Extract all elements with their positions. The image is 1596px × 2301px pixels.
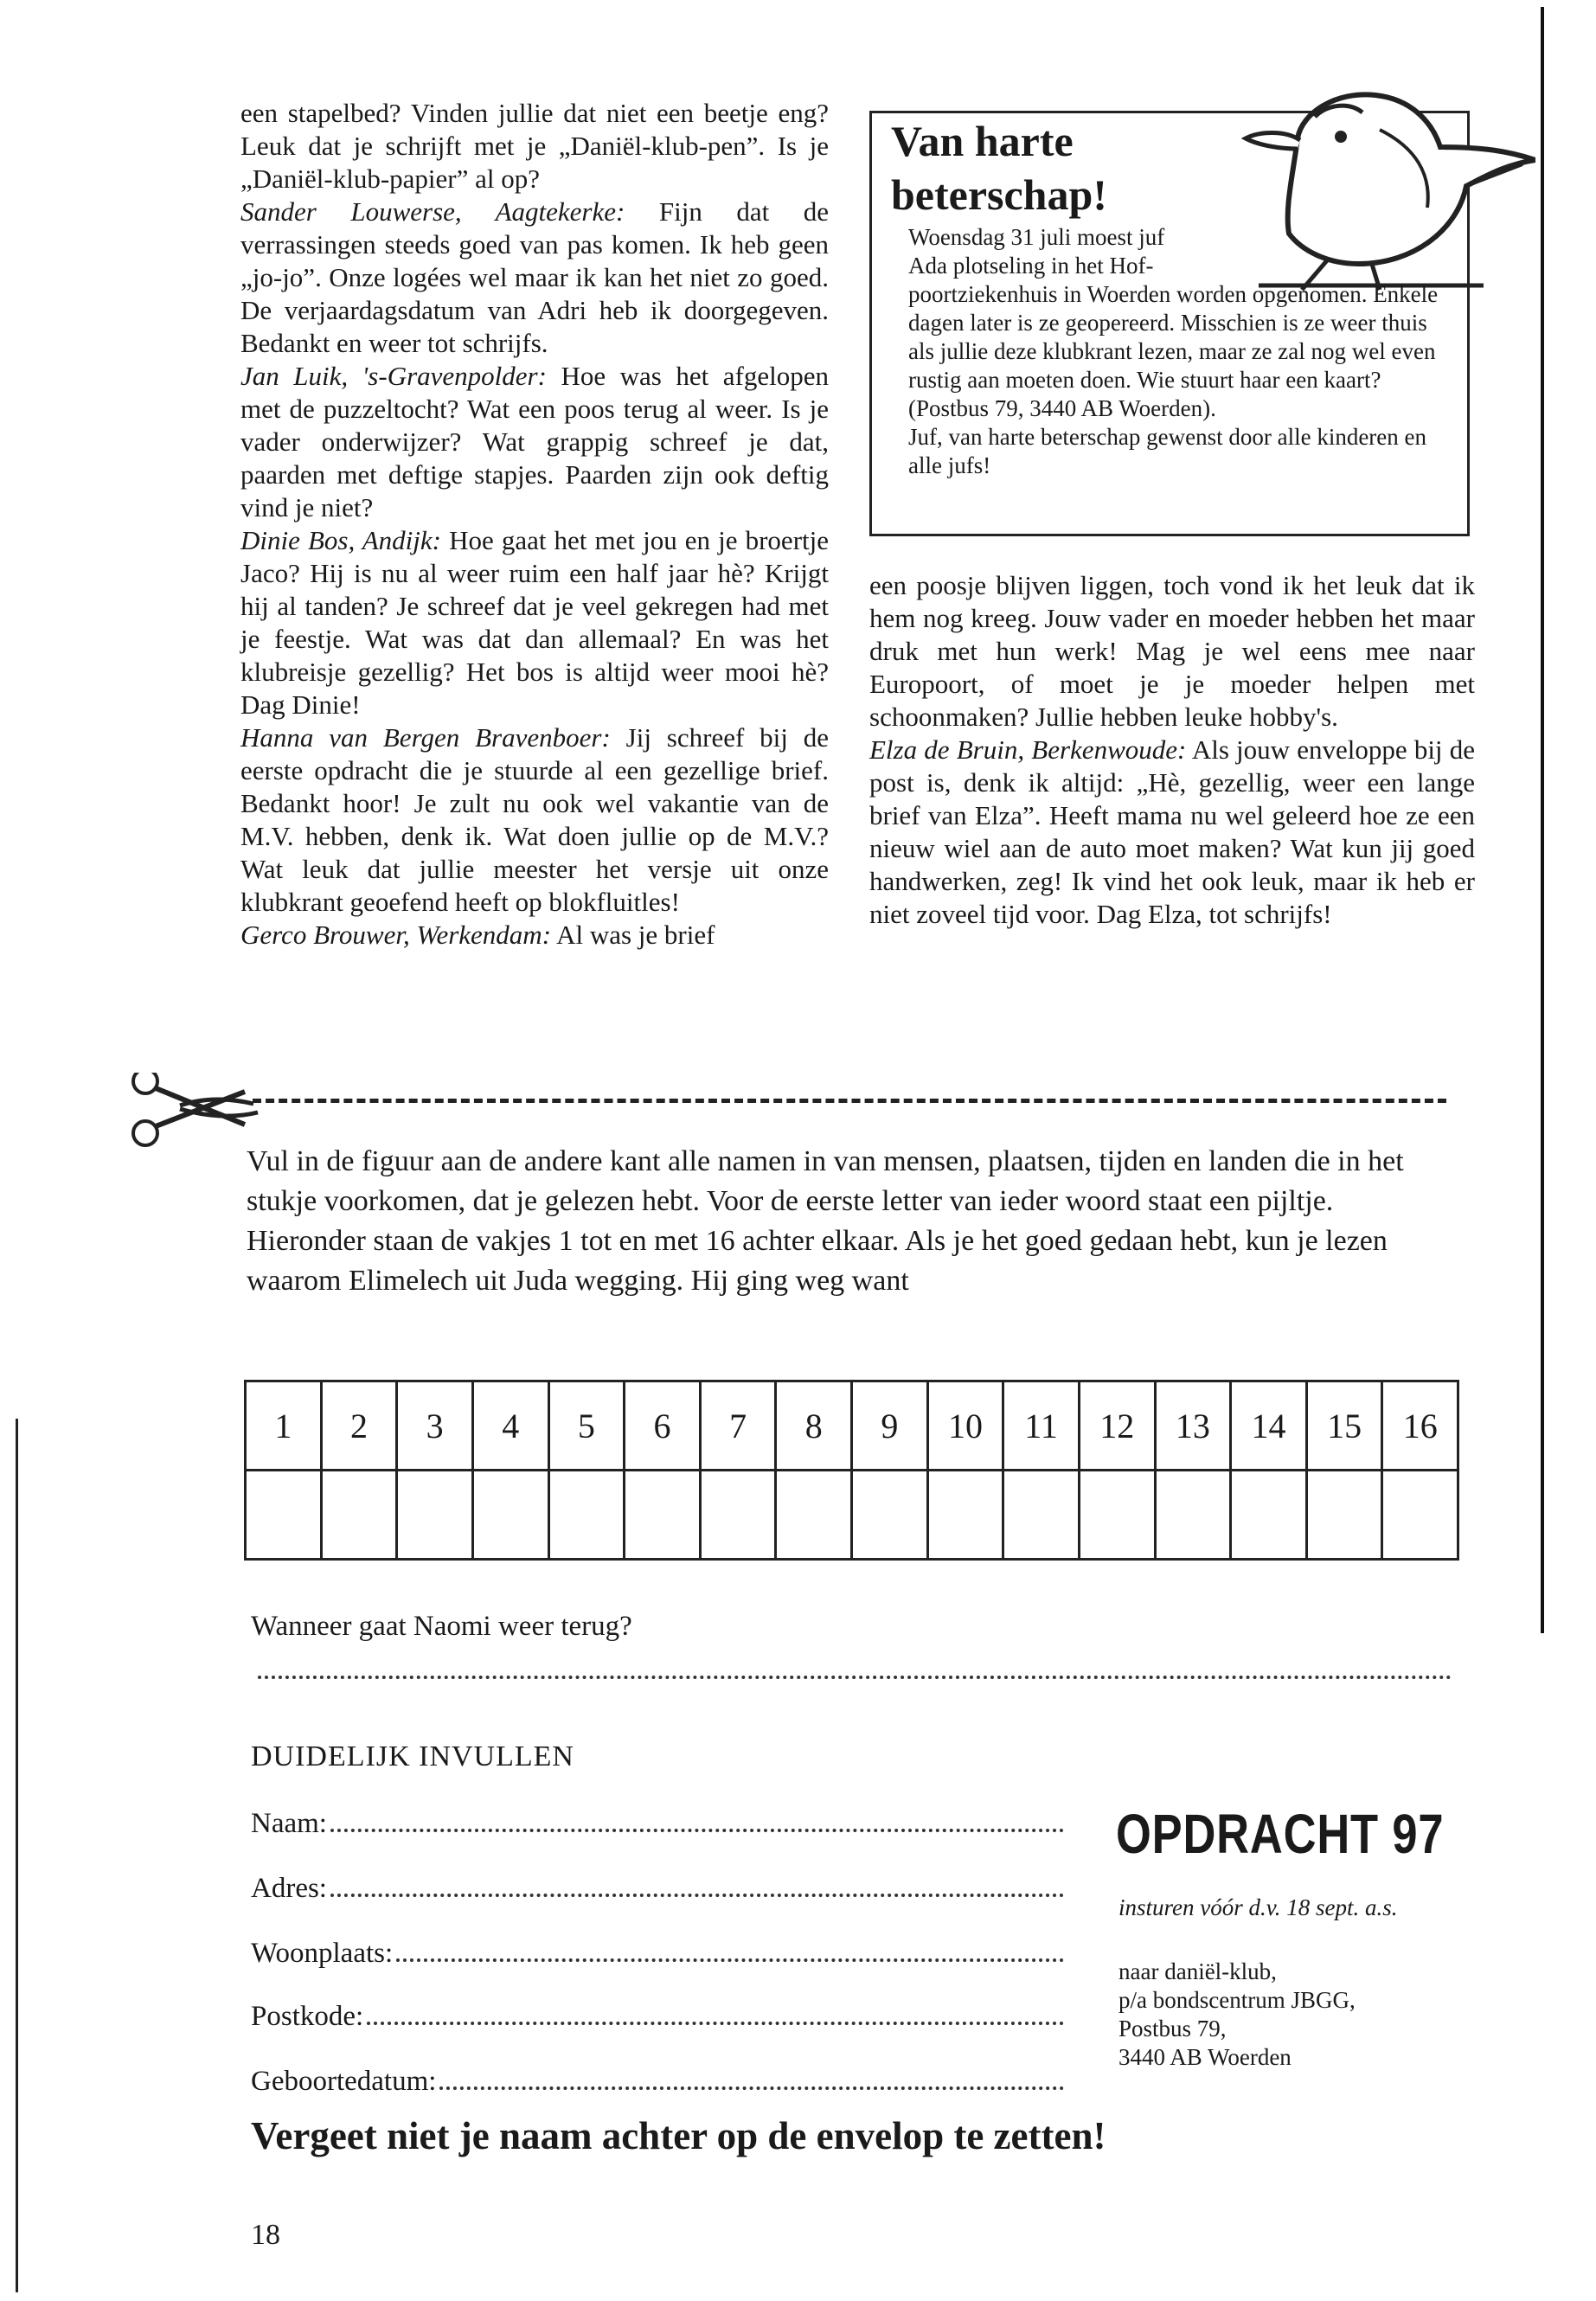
- address-field[interactable]: [251, 1873, 1064, 1905]
- letter-paragraph: Elza de Bruin, Berkenwoude: Als jouw enveloppe bij de post is, denk ik altijd: „Hè, gezellig, weer een lange brief van Elza”. Heeft mama nu wel geleerd hoe ze een nieuw wiel aan de auto moet maken? Wat kun jij goed handwerken, zeg! Ik vind het ook leuk, maar ik heb er niet zoveel tijd voor. Dag Elza, tot schrijfs!: [869, 734, 1475, 929]
- name-field[interactable]: [251, 1808, 1064, 1840]
- letters-left-column: [240, 97, 829, 952]
- letter-writer-name: Jan Luik, 's-Gravenpolder:: [240, 361, 547, 391]
- answer-cell[interactable]: [1231, 1471, 1307, 1560]
- notice-text: poortziekenhuis in Woerden worden opgenomen. Enkele dagen later is ze geopereerd. Misschien is ze weer thuis als jullie deze klubkrant lezen, maar ze zal nog wel even rustig aan moeten doen. Wie stuurt haar een kaart? (Postbus 79, 3440 AB Woerden).: [908, 281, 1439, 421]
- letter-writer-name: Dinie Bos, Andijk:: [240, 525, 441, 555]
- field-label: Woonplaats:: [251, 1938, 394, 1969]
- letter-paragraph: een poosje blijven liggen, toch vond ik het leuk dat ik hem nog kreeg. Jouw vader en moeder hebben het maar druk met hun werk! Mag je wel eens mee naar Europoort, of moet je je moeder helpen met schoonmaken? Jullie hebben leuke hobby's.: [869, 570, 1475, 732]
- puzzle-instructions: [247, 1142, 1471, 1301]
- birthdate-field[interactable]: [251, 2066, 1064, 2098]
- answer-cell[interactable]: [852, 1471, 928, 1560]
- letter-paragraph: Hanna van Bergen Bravenboer: Jij schreef bij de eerste opdracht die je stuurde al een gezellige brief. Bedankt hoor! Je zult nu ook wel vakantie van de M.V. hebben, denk ik. Wat doen jullie op de M.V.? Wat leuk dat jullie meester het versje uit onze klubkrant geoefend heeft op blokfluitles!: [240, 722, 830, 917]
- field-label: Geboortedatum:: [251, 2066, 437, 2097]
- letter-writer-name: Gerco Brouwer, Werkendam:: [240, 920, 552, 950]
- page-edge-right: [1541, 7, 1544, 1633]
- answer-cell[interactable]: [700, 1471, 776, 1560]
- answer-cell[interactable]: [1155, 1471, 1231, 1560]
- answer-cell[interactable]: [1003, 1471, 1080, 1560]
- grid-number: 8: [776, 1381, 852, 1471]
- grid-number: 14: [1231, 1381, 1307, 1471]
- answer-cell[interactable]: [625, 1471, 701, 1560]
- grid-number: 11: [1003, 1381, 1080, 1471]
- notice-closing: Juf, van harte beterschap gewenst door alle kinderen en alle jufs!: [908, 424, 1427, 478]
- grid-number: 6: [625, 1381, 701, 1471]
- field-label: Adres:: [251, 1873, 327, 1904]
- cut-line: [253, 1099, 1446, 1103]
- field-label: Naam:: [251, 1808, 327, 1839]
- field-label: Postkode:: [251, 2001, 364, 2032]
- grid-number: 15: [1306, 1381, 1382, 1471]
- mailing-address: [1118, 1958, 1356, 2072]
- answer-cell[interactable]: [472, 1471, 548, 1560]
- city-field[interactable]: [251, 1938, 1064, 1970]
- form-heading: DUIDELIJK INVULLEN: [251, 1740, 574, 1772]
- grid-number: 13: [1155, 1381, 1231, 1471]
- grid-number: 3: [397, 1381, 473, 1471]
- instruction-paragraph: Hieronder staan de vakjes 1 tot en met 16 achter elkaar. Als je het goed gedaan hebt, kun je lezen waarom Elimelech uit Juda wegging. Hij ging weg want: [247, 1225, 1388, 1297]
- assignment-title: OPDRACHT 97: [1116, 1803, 1445, 1865]
- answer-cell[interactable]: [548, 1471, 625, 1560]
- grid-number: 4: [472, 1381, 548, 1471]
- question-text: Wanneer gaat Naomi weer terug?: [251, 1611, 632, 1642]
- answer-cell[interactable]: [927, 1471, 1003, 1560]
- answer-cell[interactable]: [776, 1471, 852, 1560]
- answer-cell[interactable]: [321, 1471, 397, 1560]
- grid-number: 1: [246, 1381, 322, 1471]
- grid-number-row: [246, 1381, 1458, 1471]
- grid-number: 9: [852, 1381, 928, 1471]
- answer-cell[interactable]: [246, 1471, 322, 1560]
- grid-number: 2: [321, 1381, 397, 1471]
- letter-writer-name: Elza de Bruin, Berkenwoude:: [869, 734, 1187, 765]
- grid-number: 12: [1079, 1381, 1155, 1471]
- assignment-deadline: insturen vóór d.v. 18 sept. a.s.: [1118, 1894, 1398, 1920]
- page-edge-left: [16, 1419, 18, 2292]
- postcode-field[interactable]: [251, 2001, 1064, 2033]
- answer-cell[interactable]: [397, 1471, 473, 1560]
- answer-cell[interactable]: [1306, 1471, 1382, 1560]
- instruction-paragraph: Vul in de figuur aan de andere kant alle namen in van mensen, plaatsen, tijden en landen die in het stukje voorkomen, dat je gelezen hebt. Voor de eerste letter van ieder woord staat een pijltje.: [247, 1145, 1404, 1217]
- grid-number: 16: [1382, 1381, 1458, 1471]
- answer-cell[interactable]: [1382, 1471, 1458, 1560]
- answer-grid: [244, 1380, 1459, 1561]
- answer-cell[interactable]: [1079, 1471, 1155, 1560]
- grid-answer-row: [246, 1471, 1458, 1560]
- letter-writer-name: Sander Louwerse, Aagtekerke:: [240, 196, 625, 227]
- letter-paragraph: Jan Luik, 's-Gravenpolder: Hoe was het afgelopen met de puzzeltocht? Wat een poos terug al weer. Is je vader onderwijzer? Wat grappig schreef je dat, paarden met deftige stapjes. Paarden zijn ook deftig vind je niet?: [240, 361, 829, 522]
- envelope-reminder: Vergeet niet je naam achter op de envelop te zetten!: [251, 2114, 1106, 2157]
- grid-number: 10: [927, 1381, 1003, 1471]
- letter-paragraph: Gerco Brouwer, Werkendam: Al was je brief: [240, 920, 715, 950]
- grid-number: 7: [700, 1381, 776, 1471]
- letter-writer-name: Hanna van Bergen Bravenboer:: [240, 722, 611, 753]
- page-number: 18: [251, 2219, 280, 2251]
- letter-paragraph: Sander Louwerse, Aagtekerke: Fijn dat de verrassingen steeds goed van pas komen. Ik heb geen „jo-jo”. Onze logées wel maar ik kan het niet zo goed. De verjaardagsdatum van Adri heb ik doorgegeven. Bedankt en weer tot schrijfs.: [240, 196, 829, 358]
- address-line: p/a bondscentrum JBGG,: [1118, 1987, 1356, 2013]
- grid-number: 5: [548, 1381, 625, 1471]
- notice-line: Ada plotseling in het Hof-: [908, 253, 1154, 279]
- letter-paragraph: Dinie Bos, Andijk: Hoe gaat het met jou en je broertje Jaco? Hij is nu al weer ruim een half jaar hè? Krijgt hij al tanden? Je schreef dat je veel gekregen had met je feestje. Wat was dat dan allemaal? En was het klubreisje gezellig? Het bos is altijd weer mooi hè? Dag Dinie!: [240, 525, 829, 720]
- notice-body: [908, 223, 1458, 480]
- address-line: Postbus 79,: [1118, 2016, 1227, 2041]
- notice-line: Woensdag 31 juli moest juf: [908, 224, 1165, 250]
- answer-line[interactable]: [258, 1676, 1452, 1679]
- address-line: 3440 AB Woerden: [1118, 2044, 1292, 2070]
- notice-title: Van harte beterschap!: [891, 117, 1107, 219]
- letter-paragraph: een stapelbed? Vinden jullie dat niet een beetje eng? Leuk dat je schrijft met je „Daniël-klub-pen”. Is je „Daniël-klub-papier” al op?: [240, 98, 829, 194]
- letters-right-column: [869, 569, 1475, 931]
- address-line: naar daniël-klub,: [1118, 1958, 1277, 1984]
